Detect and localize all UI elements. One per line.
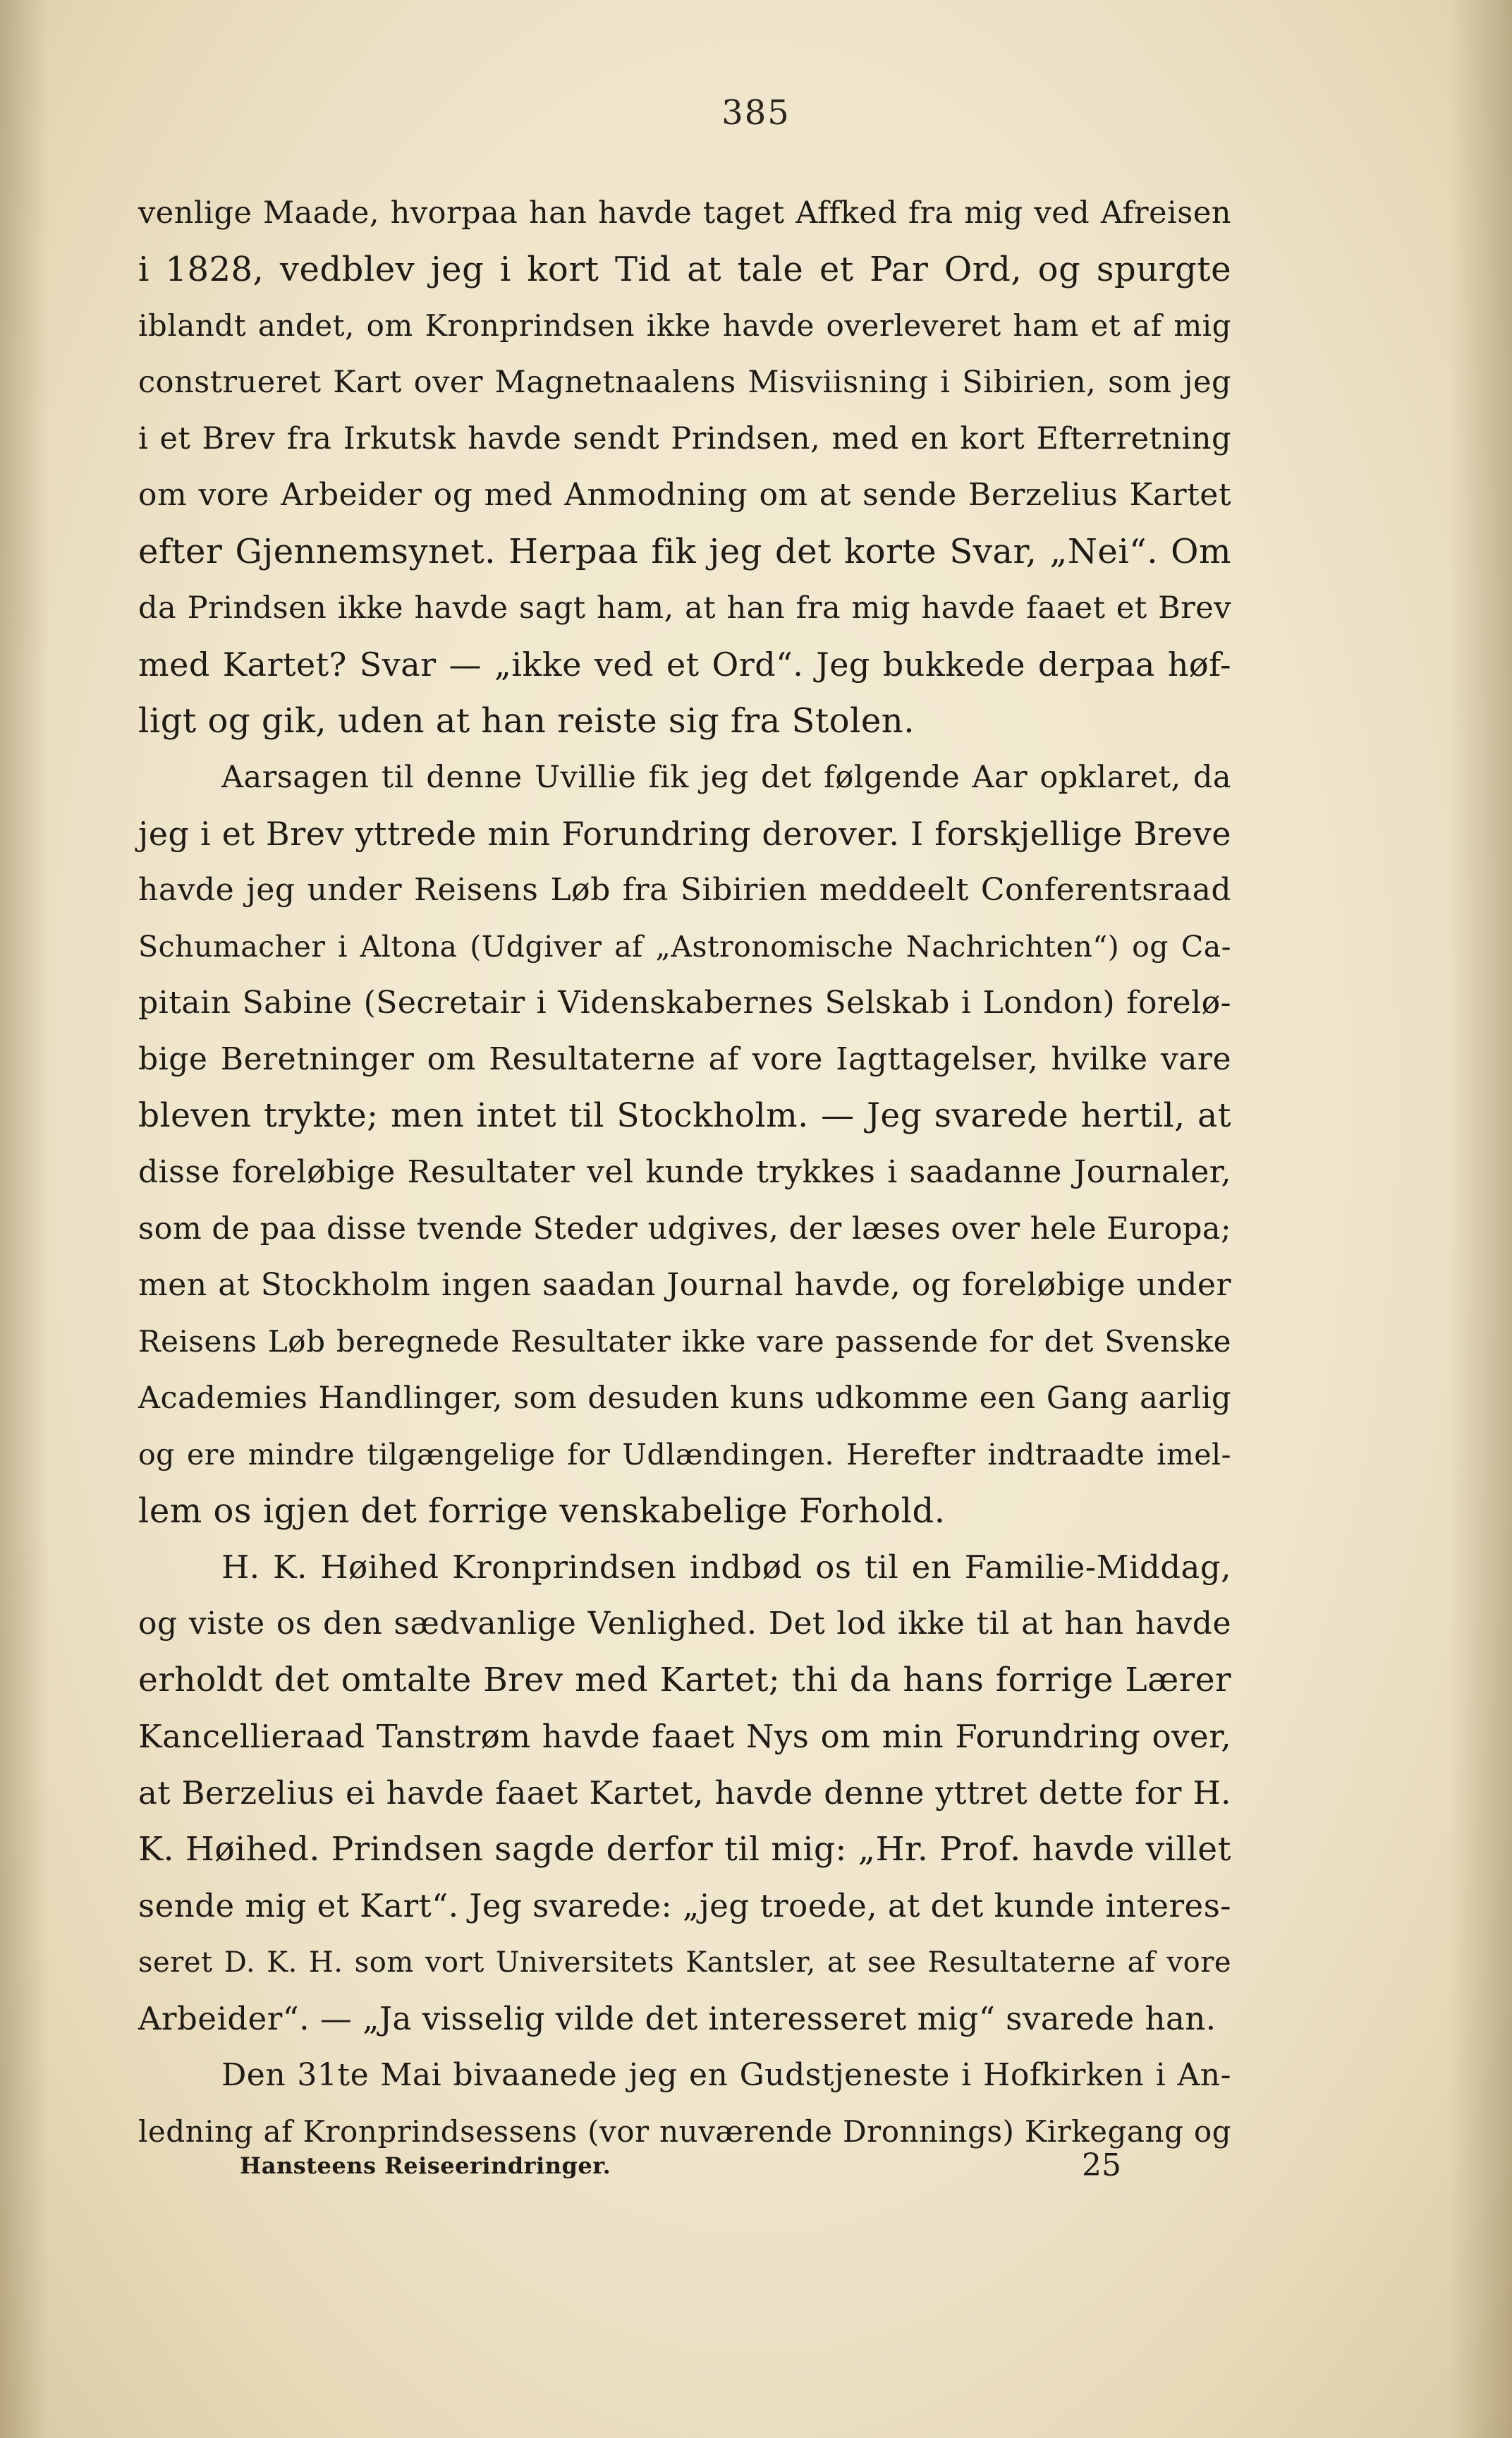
- page-footer: [240, 2145, 1121, 2187]
- text-line: om vore Arbeider og med Anmodning om at sende Berzelius Kartet: [138, 477, 1231, 513]
- text-line: sende mig et Kart“. Jeg svarede: „jeg troede, at det kunde interes-: [138, 1887, 1231, 1924]
- text-line: Academies Handlinger, som desuden kuns udkomme een Gang aarlig: [138, 1381, 1231, 1416]
- text-line: bige Beretninger om Resultaterne af vore Iagttagelser, hvilke vare: [138, 1041, 1231, 1077]
- page-edge-shadow-left: [0, 0, 49, 2438]
- text-line: med Kartet? Svar — „ikke ved et Ord“. Jeg bukkede derpaa høf-: [138, 645, 1231, 684]
- text-line: erholdt det omtalte Brev med Kartet; thi da hans forrige Lærer: [138, 1661, 1231, 1699]
- text-line: at Berzelius ei havde faaet Kartet, havde denne yttret dette for H.: [138, 1774, 1231, 1812]
- text-line: som de paa disse tvende Steder udgives, der læses over hele Europa;: [138, 1211, 1231, 1247]
- text-line: disse foreløbige Resultater vel kunde trykkes i saadanne Journaler,: [138, 1154, 1231, 1190]
- text-line: i et Brev fra Irkutsk havde sendt Prindsen, med en kort Efterretning: [138, 421, 1231, 456]
- sheet-number: 25: [1082, 2147, 1121, 2183]
- text-line: efter Gjennemsynet. Herpaa fik jeg det korte Svar, „Nei“. Om: [138, 532, 1231, 571]
- text-line: venlige Maade, hvorpaa han havde taget Affked fra mig ved Afreisen: [138, 195, 1231, 231]
- text-line: jeg i et Brev yttrede min Forundring derover. I forskjellige Breve: [138, 815, 1231, 853]
- text-line: men at Stockholm ingen saadan Journal havde, og foreløbige under: [138, 1267, 1231, 1303]
- text-line: Schumacher i Altona (Udgiver af „Astronomische Nachrichten“) og Ca-: [138, 930, 1231, 964]
- text-line: og ere mindre tilgængelige for Udlændingen. Herefter indtraadte imel-: [138, 1438, 1231, 1472]
- text-line: Kancellieraad Tanstrøm havde faaet Nys om min Forundring over,: [138, 1718, 1231, 1755]
- footer-signature: Hansteens Reiseerindringer.: [240, 2152, 611, 2179]
- text-line: i 1828, vedblev jeg i kort Tid at tale et Par Ord, og spurgte: [138, 250, 1231, 289]
- text-line: Arbeider“. — „Ja visselig vilde det interesseret mig“ svarede han.: [138, 2000, 1217, 2037]
- body-text: [138, 185, 1231, 2160]
- text-line: construeret Kart over Magnetnaalens Misviisning i Sibirien, som jeg: [138, 365, 1231, 400]
- text-line: iblandt andet, om Kronprindsen ikke havde overleveret ham et af mig: [138, 308, 1231, 343]
- page-edge-shadow-right: [1449, 0, 1512, 2438]
- text-line: pitain Sabine (Secretair i Videnskabernes Selskab i London) forelø-: [138, 985, 1231, 1021]
- text-line: da Prindsen ikke havde sagt ham, at han fra mig havde faaet et Brev: [138, 590, 1231, 626]
- paragraph-start-line: Aarsagen til denne Uvillie fik jeg det følgende Aar opklaret, da: [221, 760, 1231, 795]
- text-line: K. Høihed. Prindsen sagde derfor til mig: „Hr. Prof. havde villet: [138, 1830, 1231, 1869]
- paragraph-start-line: Den 31te Mai bivaanede jeg en Gudstjeneste i Hofkirken i An-: [221, 2057, 1231, 2093]
- text-line: ledning af Kronprindsessens (vor nuværende Dronnings) Kirkegang og: [138, 2114, 1231, 2149]
- text-line: ligt og gik, uden at han reiste sig fra Stolen.: [138, 701, 915, 741]
- text-line: lem os igjen det forrige venskabelige Forhold.: [138, 1491, 946, 1531]
- text-line: og viste os den sædvanlige Venlighed. Det lod ikke til at han havde: [138, 1606, 1231, 1642]
- paragraph-start-line: H. K. Høihed Kronprindsen indbød os til en Familie-Middag,: [221, 1548, 1231, 1586]
- text-line: havde jeg under Reisens Løb fra Sibirien meddeelt Conferentsraad: [138, 872, 1231, 908]
- text-line: bleven trykte; men intet til Stockholm. — Jeg svarede hertil, at: [138, 1096, 1231, 1135]
- page-number: 385: [721, 93, 791, 133]
- text-line: seret D. K. H. som vort Universitets Kantsler, at see Resultaterne af vore: [138, 1946, 1231, 1979]
- text-line: Reisens Løb beregnede Resultater ikke vare passende for det Svenske: [138, 1324, 1231, 1359]
